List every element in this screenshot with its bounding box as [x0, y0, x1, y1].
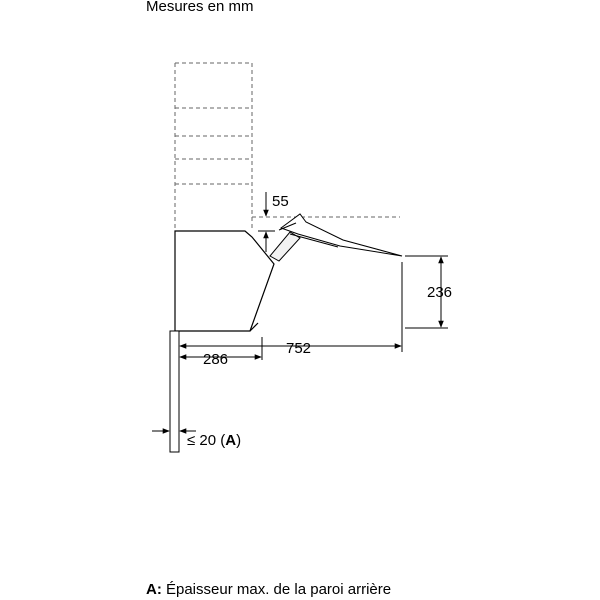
back-wall [170, 331, 179, 452]
legend-key: A: [146, 581, 162, 598]
dimension-236-label: 236 [427, 284, 453, 301]
dimension-286-label: 286 [203, 351, 229, 368]
dimension-752-label: 752 [286, 340, 312, 357]
hood-body [175, 231, 274, 331]
glass-panel [270, 214, 402, 261]
legend-text: Épaisseur max. de la paroi arrière [161, 581, 392, 598]
dimension-55-label: 55 [272, 193, 289, 210]
dimension-wall-label: ≤ 20 (A) [187, 432, 242, 449]
legend-note [146, 581, 391, 599]
diagram-title: Mesures en mm [146, 0, 254, 15]
